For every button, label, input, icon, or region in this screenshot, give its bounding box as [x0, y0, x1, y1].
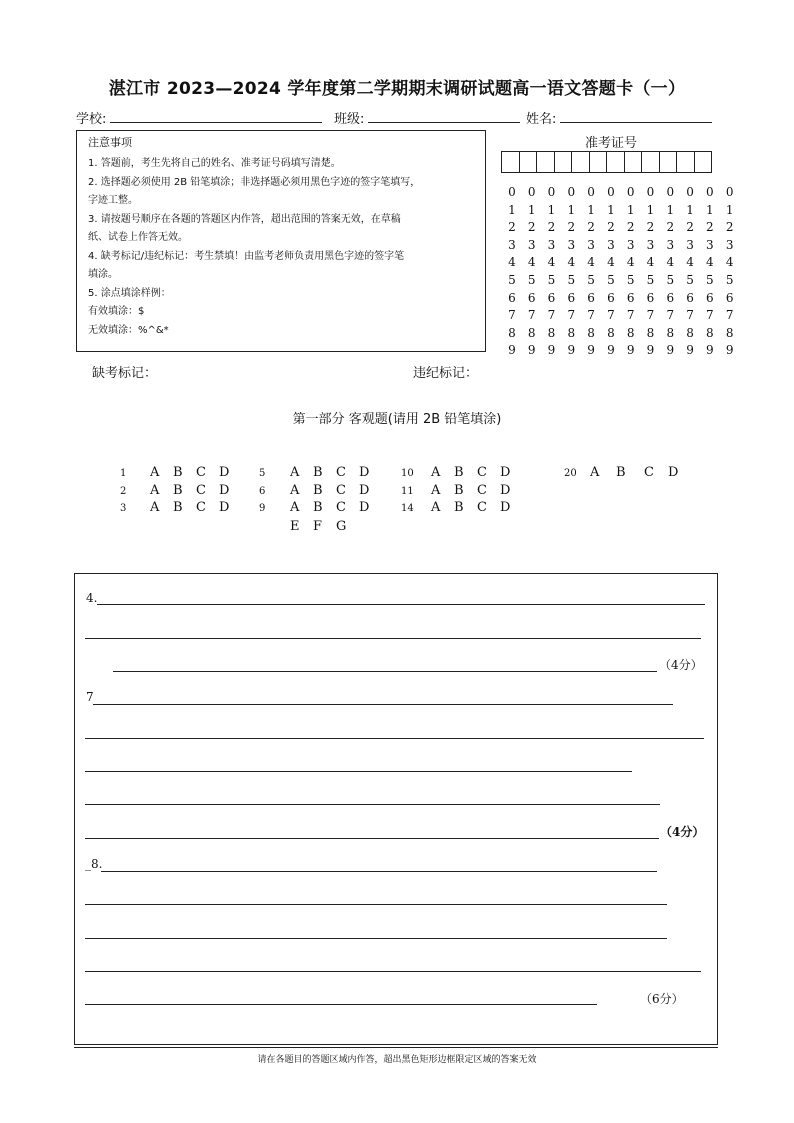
digit-bubble[interactable]: 0 [666, 185, 675, 199]
note-line: 填涂。 [88, 269, 118, 280]
digit-bubble[interactable]: 5 [567, 273, 576, 287]
digit-bubble[interactable]: 3 [626, 237, 635, 252]
question-20[interactable] [564, 465, 691, 480]
school-field[interactable] [110, 122, 322, 123]
question-7-score: （4分） [660, 825, 705, 839]
question-number: 20 [564, 468, 577, 479]
digit-bubble[interactable]: 8 [547, 325, 556, 340]
digit-bubble[interactable]: 9 [646, 343, 655, 358]
digit-bubble[interactable]: 9 [686, 343, 694, 358]
digit-bubble[interactable]: 7 [587, 308, 595, 323]
answer-line[interactable] [101, 871, 657, 872]
digit-bubble[interactable]: 6 [725, 290, 734, 305]
option-a[interactable]: A [290, 465, 300, 480]
digit-bubble[interactable]: 6 [567, 290, 576, 305]
digit-bubble[interactable]: 0 [587, 185, 595, 199]
question-8-label: _8. [85, 857, 103, 871]
digit-bubble[interactable]: 8 [587, 325, 595, 340]
answer-line[interactable] [85, 971, 701, 972]
option-c[interactable]: C [196, 483, 206, 498]
digit-bubble[interactable]: 1 [706, 202, 714, 217]
note-line: 1. 答题前，考生先将自己的姓名、准考证号码填写清楚。 [88, 158, 341, 169]
digit-bubble[interactable]: 3 [607, 237, 615, 252]
digit-bubble[interactable]: 9 [587, 343, 595, 358]
option-a[interactable]: A [290, 500, 300, 515]
option-a[interactable]: A [431, 465, 441, 480]
option-a[interactable]: A [431, 483, 441, 498]
digit-bubble[interactable]: 2 [706, 220, 714, 235]
digit-bubble[interactable]: 5 [527, 273, 536, 287]
digit-bubble[interactable]: 2 [567, 220, 576, 235]
digit-bubble[interactable]: 1 [527, 202, 536, 217]
question-10[interactable] [401, 465, 523, 480]
digit-row [502, 185, 740, 199]
digit-bubble[interactable]: 0 [527, 185, 536, 199]
digit-bubble[interactable]: 2 [626, 220, 635, 235]
digit-bubble[interactable]: 8 [706, 325, 714, 340]
digit-bubble[interactable]: 1 [547, 202, 556, 217]
school-label: 学校: [76, 112, 107, 127]
digit-bubble[interactable]: 5 [666, 273, 675, 287]
exam-id-digit-box[interactable] [606, 151, 625, 173]
note-line: 4. 缺考标记/违纪标记：考生禁填！由监考老师负责用黑色字迹的签字笔 [88, 251, 405, 262]
question-8-score: （6分） [640, 992, 684, 1006]
digit-bubble[interactable]: 8 [527, 325, 536, 340]
digit-bubble[interactable]: 9 [527, 343, 536, 358]
digit-bubble[interactable]: 9 [666, 343, 675, 358]
digit-bubble[interactable]: 5 [547, 273, 556, 287]
digit-bubble[interactable]: 6 [547, 290, 556, 305]
question-number: 14 [401, 503, 414, 514]
option-b[interactable]: B [173, 465, 183, 480]
answer-line[interactable] [85, 771, 632, 772]
digit-bubble[interactable]: 2 [666, 220, 675, 235]
digit-bubble[interactable]: 8 [626, 325, 635, 340]
digit-bubble[interactable]: 0 [607, 185, 615, 199]
section-title: 第一部分 客观题(请用 2B 铅笔填涂) [292, 412, 502, 427]
digit-bubble[interactable]: 5 [725, 273, 734, 287]
digit-bubble[interactable]: 6 [666, 290, 675, 305]
digit-bubble[interactable]: 7 [706, 308, 714, 323]
digit-bubble[interactable]: 9 [547, 343, 556, 358]
digit-bubble[interactable]: 5 [508, 273, 516, 287]
digit-bubble[interactable]: 7 [567, 308, 576, 323]
exam-id-digit-box[interactable] [659, 151, 678, 173]
digit-bubble[interactable]: 1 [607, 202, 615, 217]
digit-bubble[interactable]: 8 [646, 325, 655, 340]
exam-id-digit-box[interactable] [589, 151, 608, 173]
option-b[interactable]: B [616, 465, 626, 480]
digit-bubble[interactable]: 6 [646, 290, 655, 305]
digit-bubble[interactable]: 2 [547, 220, 556, 235]
exam-id-digit-box[interactable] [501, 151, 520, 173]
digit-bubble[interactable]: 8 [666, 325, 675, 340]
exam-id-digit-box[interactable] [536, 151, 555, 173]
exam-id-digit-box[interactable] [676, 151, 695, 173]
option-b[interactable]: B [454, 465, 464, 480]
question-9[interactable] [259, 500, 382, 515]
digit-bubble[interactable]: 5 [626, 273, 635, 287]
digit-bubble[interactable]: 4 [626, 255, 635, 270]
absent-mark-label: 缺考标记： [92, 366, 158, 381]
digit-bubble[interactable]: 3 [508, 237, 516, 252]
question-number: 11 [401, 486, 414, 497]
digit-bubble[interactable]: 4 [646, 255, 655, 270]
digit-bubble[interactable]: 5 [646, 273, 655, 287]
answer-line[interactable] [85, 638, 701, 639]
answer-line[interactable] [93, 704, 673, 705]
digit-bubble[interactable]: 7 [626, 308, 635, 323]
digit-bubble[interactable]: 6 [607, 290, 615, 305]
digit-bubble[interactable]: 5 [587, 273, 595, 287]
answer-line[interactable] [97, 604, 705, 605]
digit-row [502, 291, 740, 305]
name-label: 姓名: [526, 112, 557, 127]
digit-row [502, 255, 740, 269]
digit-bubble[interactable]: 4 [508, 255, 516, 270]
digit-row [502, 220, 740, 234]
digit-bubble[interactable]: 0 [567, 185, 576, 199]
option-c[interactable]: C [336, 465, 346, 480]
notes-title: 注意事项 [88, 136, 132, 149]
option-c[interactable]: C [477, 483, 487, 498]
digit-row [502, 343, 740, 357]
option-a[interactable]: A [150, 465, 160, 480]
digit-bubble[interactable]: 0 [626, 185, 635, 199]
digit-bubble[interactable]: 8 [725, 325, 734, 340]
note-line: 无效填涂：%^&* [88, 325, 169, 336]
digit-bubble[interactable]: 7 [646, 308, 655, 323]
digit-bubble[interactable]: 1 [666, 202, 675, 217]
option-c[interactable]: C [336, 483, 346, 498]
page-title: 湛江市 2023—2024 学年度第二学期期末调研试题高一语文答题卡（一） [108, 79, 686, 99]
digit-bubble[interactable]: 7 [666, 308, 675, 323]
digit-bubble[interactable]: 4 [547, 255, 556, 270]
exam-id-title: 准考证号 [584, 136, 637, 151]
digit-bubble[interactable]: 8 [567, 325, 576, 340]
option-b[interactable]: B [173, 483, 183, 498]
question-11[interactable] [401, 483, 523, 498]
question-4-score: （4分） [659, 658, 703, 672]
option-c[interactable]: C [644, 465, 654, 480]
digit-bubble[interactable]: 7 [547, 308, 556, 323]
digit-bubble[interactable]: 1 [508, 202, 516, 217]
digit-bubble[interactable]: 0 [725, 185, 734, 199]
question-7-label: 7 [86, 690, 94, 704]
exam-id-digit-box[interactable] [519, 151, 538, 173]
option-d[interactable]: D [500, 465, 511, 480]
note-line: 有效填涂：$ [88, 306, 145, 317]
answer-area-box [74, 573, 718, 1045]
digit-bubble[interactable]: 9 [725, 343, 734, 358]
digit-bubble[interactable]: 0 [547, 185, 556, 199]
digit-bubble[interactable]: 4 [686, 255, 694, 270]
option-c[interactable]: C [196, 500, 206, 515]
digit-bubble[interactable]: 1 [587, 202, 595, 217]
divider [74, 1047, 718, 1048]
option-b[interactable]: B [173, 500, 183, 515]
digit-bubble[interactable]: 3 [567, 237, 576, 252]
digit-bubble[interactable]: 2 [587, 220, 595, 235]
digit-bubble[interactable]: 7 [686, 308, 694, 323]
option-a[interactable]: A [431, 500, 441, 515]
question-14[interactable] [401, 500, 523, 515]
option-d[interactable]: D [500, 500, 511, 515]
digit-bubble[interactable]: 0 [706, 185, 714, 199]
digit-bubble[interactable]: 8 [686, 325, 694, 340]
option-d[interactable]: D [500, 483, 511, 498]
option-d[interactable]: D [219, 500, 230, 515]
digit-bubble[interactable]: 1 [646, 202, 655, 217]
question-number: 2 [120, 486, 127, 497]
digit-bubble[interactable]: 8 [508, 325, 516, 340]
digit-row [502, 203, 740, 217]
digit-bubble[interactable]: 0 [646, 185, 655, 199]
digit-bubble[interactable]: 4 [567, 255, 576, 270]
option-c[interactable]: C [477, 500, 487, 515]
option-d[interactable]: D [219, 465, 230, 480]
digit-bubble[interactable]: 4 [725, 255, 734, 270]
digit-bubble[interactable]: 5 [706, 273, 714, 287]
note-line: 5. 涂点填涂样例： [88, 288, 171, 299]
option-d[interactable]: D [359, 465, 370, 480]
question-9-extra[interactable] [290, 519, 359, 534]
name-field[interactable] [560, 122, 712, 123]
answer-line[interactable] [85, 738, 704, 739]
option-c[interactable]: C [477, 465, 487, 480]
digit-bubble[interactable]: 0 [686, 185, 694, 199]
question-2[interactable] [120, 483, 242, 498]
option-a[interactable]: A [590, 465, 600, 480]
digit-bubble[interactable]: 2 [607, 220, 615, 235]
question-number: 1 [120, 468, 127, 479]
digit-bubble[interactable]: 1 [686, 202, 694, 217]
digit-bubble[interactable]: 2 [508, 220, 516, 235]
answer-line[interactable] [113, 671, 657, 672]
digit-bubble[interactable]: 5 [607, 273, 615, 287]
digit-bubble[interactable]: 6 [508, 290, 516, 305]
digit-bubble[interactable]: 4 [527, 255, 536, 270]
note-line: 2. 选择题必须使用 2B 铅笔填涂；非选择题必须用黑色字迹的签字笔填写， [88, 177, 421, 188]
option-b[interactable]: B [313, 465, 323, 480]
option-d[interactable]: D [668, 465, 679, 480]
note-line: 纸、试卷上作答无效。 [88, 232, 188, 243]
question-5[interactable] [259, 465, 382, 480]
digit-bubble[interactable]: 7 [527, 308, 536, 323]
option-b[interactable]: B [313, 500, 323, 515]
exam-id-boxes[interactable] [501, 151, 711, 173]
question-number: 5 [259, 468, 266, 479]
digit-bubble[interactable]: 6 [587, 290, 595, 305]
digit-bubble[interactable]: 3 [527, 237, 536, 252]
option-a[interactable]: A [150, 500, 160, 515]
digit-bubble[interactable]: 6 [626, 290, 635, 305]
note-line: 字迹工整。 [88, 195, 138, 206]
digit-bubble[interactable]: 3 [646, 237, 655, 252]
digit-bubble[interactable]: 4 [706, 255, 714, 270]
option-a[interactable]: A [150, 483, 160, 498]
question-number: 6 [259, 486, 266, 497]
digit-bubble[interactable]: 1 [567, 202, 576, 217]
digit-row [502, 238, 740, 252]
digit-bubble[interactable]: 1 [626, 202, 635, 217]
digit-bubble[interactable]: 7 [607, 308, 615, 323]
digit-bubble[interactable]: 2 [686, 220, 694, 235]
digit-bubble[interactable]: 2 [527, 220, 536, 235]
answer-line[interactable] [85, 904, 667, 905]
digit-bubble[interactable]: 8 [607, 325, 615, 340]
option-a[interactable]: A [290, 483, 300, 498]
digit-bubble[interactable]: 7 [725, 308, 734, 323]
question-3[interactable] [120, 500, 242, 515]
digit-bubble[interactable]: 1 [725, 202, 734, 217]
digit-bubble[interactable]: 2 [725, 220, 734, 235]
digit-bubble[interactable]: 2 [646, 220, 655, 235]
digit-bubble[interactable]: 3 [725, 237, 734, 252]
option-d[interactable]: D [359, 483, 370, 498]
digit-bubble[interactable]: 9 [706, 343, 714, 358]
option-f[interactable]: F [313, 519, 323, 534]
option-e[interactable]: E [290, 519, 300, 534]
digit-bubble[interactable]: 7 [508, 308, 516, 323]
exam-id-digit-box[interactable] [571, 151, 590, 173]
exam-id-digit-box[interactable] [641, 151, 660, 173]
question-number: 9 [259, 503, 266, 514]
digit-bubble[interactable]: 4 [607, 255, 615, 270]
option-c[interactable]: C [196, 465, 206, 480]
answer-line[interactable] [85, 804, 660, 805]
digit-bubble[interactable]: 4 [666, 255, 675, 270]
digit-row [502, 326, 740, 340]
option-b[interactable]: B [454, 483, 464, 498]
option-d[interactable]: D [359, 500, 370, 515]
option-b[interactable]: B [454, 500, 464, 515]
answer-line[interactable] [85, 1004, 597, 1005]
class-label: 班级: [334, 112, 365, 127]
exam-id-digit-box[interactable] [624, 151, 643, 173]
question-4-label: 4. [86, 591, 98, 605]
exam-id-digit-box[interactable] [554, 151, 573, 173]
answer-line[interactable] [85, 938, 667, 939]
digit-row [502, 273, 740, 287]
digit-bubble[interactable]: 5 [686, 273, 694, 287]
option-g[interactable]: G [336, 519, 347, 534]
digit-bubble[interactable]: 3 [666, 237, 675, 252]
violation-mark-label: 违纪标记： [413, 366, 479, 381]
question-number: 3 [120, 503, 127, 514]
class-field[interactable] [368, 122, 520, 123]
digit-bubble[interactable]: 9 [508, 343, 516, 358]
footer-note: 请在各题目的答题区域内作答，超出黑色矩形边框限定区域的答案无效 [257, 1055, 537, 1065]
digit-bubble[interactable]: 3 [686, 237, 694, 252]
digit-bubble[interactable]: 3 [587, 237, 595, 252]
digit-bubble[interactable]: 9 [607, 343, 615, 358]
digit-bubble[interactable]: 6 [686, 290, 694, 305]
question-1[interactable] [120, 465, 242, 480]
question-number: 10 [401, 468, 414, 479]
option-c[interactable]: C [336, 500, 346, 515]
digit-bubble[interactable]: 3 [547, 237, 556, 252]
note-line: 3. 请按题号顺序在各题的答题区内作答，超出范围的答案无效，在草稿 [88, 214, 401, 225]
digit-bubble[interactable]: 0 [508, 185, 516, 199]
digit-bubble[interactable]: 9 [567, 343, 576, 358]
digit-bubble[interactable]: 6 [706, 290, 714, 305]
digit-bubble[interactable]: 4 [587, 255, 595, 270]
digit-bubble[interactable]: 9 [626, 343, 635, 358]
digit-bubble[interactable]: 3 [706, 237, 714, 252]
question-6[interactable] [259, 483, 382, 498]
answer-line[interactable] [85, 838, 659, 839]
digit-bubble[interactable]: 6 [527, 290, 536, 305]
exam-id-digit-box[interactable] [694, 151, 713, 173]
option-d[interactable]: D [219, 483, 230, 498]
digit-row [502, 308, 740, 322]
option-b[interactable]: B [313, 483, 323, 498]
